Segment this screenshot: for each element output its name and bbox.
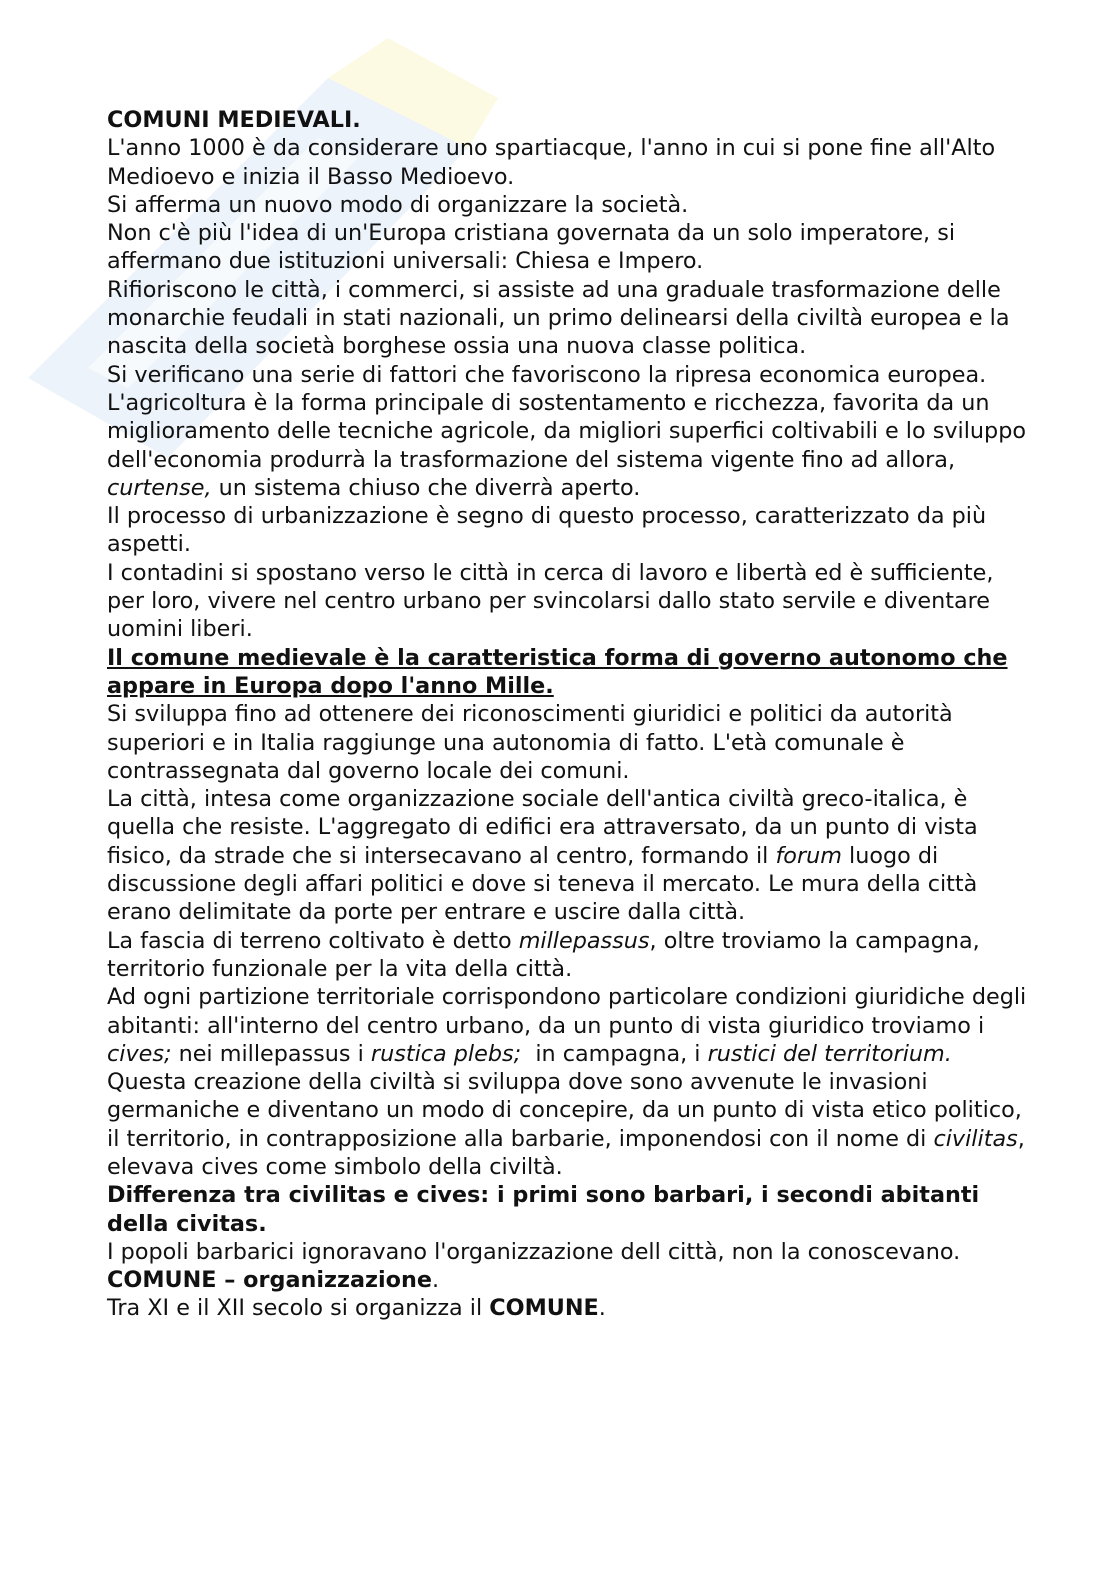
text-run: .	[598, 1295, 606, 1322]
text-run: La fascia di terreno coltivato è detto	[107, 927, 519, 954]
paragraph: Si sviluppa fino ad ottenere dei riconoscimenti giuridici e politici da autorità superiori e in Italia raggiunge una autonomia di fatto. L'età comunale è contrassegnata dal governo locale dei comuni.	[107, 701, 953, 784]
paragraph	[107, 1068, 1027, 1181]
italic-term: rustici del territorium.	[707, 1040, 952, 1067]
italic-term: cives;	[107, 1040, 172, 1067]
italic-term: civilitas	[933, 1125, 1018, 1152]
text-run: .	[431, 1267, 440, 1294]
paragraph: L'anno 1000 è da considerare uno spartiacque, l'anno in cui si pone fine all'Alto Medioevo e inizia il Basso Medioevo.	[107, 135, 996, 190]
italic-term: forum	[775, 842, 842, 869]
paragraph: I popoli barbarici ignoravano l'organizzazione dell città, non la conoscevano.	[107, 1238, 961, 1265]
paragraph	[107, 983, 1027, 1068]
paragraph: Rifioriscono le città, i commerci, si assiste ad una graduale trasformazione delle monarchie feudali in stati nazionali, un primo delinearsi della civiltà europea e la nascita della società borghese ossia una nuova classe politica.	[107, 276, 1010, 360]
text-run: La città, intesa come organizzazione sociale dell'antica civiltà greco-italica, è quella che resiste. L'aggregato di edifici era attraversato, da un punto di vista fisico, da strade che si intersecavano al centro, formando il	[107, 786, 978, 869]
text-run: Si verificano una serie di fattori che favoriscono la ripresa economica europea. L'agricoltura è la forma principale di sostentamento e ricchezza, favorita da un miglioramento delle tecniche agricole, da migliori superfici coltivabili e lo sviluppo dell'economia produrrà la trasformazione del sistema vigente fino ad allora,	[107, 361, 1026, 473]
paragraph	[107, 785, 1027, 926]
text-run: Questa creazione della civiltà si sviluppa dove sono avvenute le invasioni germaniche e diventano un modo di concepire, da un punto di vista etico politico, il territorio, in contrapposizione alla barbarie, imponendosi con il nome di	[107, 1069, 1022, 1152]
paragraph: Si afferma un nuovo modo di organizzare la società.	[107, 191, 689, 218]
document-body	[107, 106, 1027, 1323]
text-run: luogo di discussione degli affari politici e dove si teneva il mercato. Le mura della città erano delimitate da porte per entrare e uscire dalla città.	[107, 842, 978, 926]
text-run: Tra XI e il XII secolo si organizza il	[107, 1295, 490, 1322]
section-heading	[107, 1266, 1027, 1294]
document-title: COMUNI MEDIEVALI.	[107, 107, 361, 133]
text-run: nei millepassus i	[171, 1040, 371, 1067]
text-run: , oltre troviamo la campagna, territorio funzionale per la vita della città.	[107, 927, 980, 982]
bold-statement: Differenza tra civilitas e cives: i primi sono barbari, i secondi abitanti della civitas.	[107, 1182, 980, 1237]
heading-text: COMUNE – organizzazione	[107, 1267, 432, 1294]
paragraph	[107, 927, 1027, 984]
italic-term: curtense,	[107, 474, 212, 501]
text-run: , elevava cives come simbolo della civiltà.	[107, 1125, 1025, 1180]
text-run: un sistema chiuso che diverrà aperto.	[211, 474, 641, 501]
italic-term: millepassus	[518, 927, 650, 954]
bold-term: COMUNE	[489, 1295, 599, 1322]
paragraph: Non c'è più l'idea di un'Europa cristiana governata da un solo imperatore, si affermano due istituzioni universali: Chiesa e Impero.	[107, 220, 956, 275]
paragraph: I contadini si spostano verso le città in cerca di lavoro e libertà ed è sufficiente, per loro, vivere nel centro urbano per svincolarsi dallo stato servile e diventare uomini liberi.	[107, 559, 994, 643]
text-run: in campagna, i	[521, 1040, 708, 1067]
paragraph: Il processo di urbanizzazione è segno di questo processo, caratterizzato da più aspetti.	[107, 503, 987, 558]
paragraph	[107, 1294, 1027, 1322]
section-heading: Il comune medievale è la caratteristica forma di governo autonomo che appare in Europa dopo l'anno Mille.	[107, 644, 1008, 699]
italic-term: rustica plebs;	[370, 1040, 522, 1067]
text-run: Ad ogni partizione territoriale corrispondono particolare condizioni giuridiche degli abitanti: all'interno del centro urbano, da un punto di vista giuridico troviamo i	[107, 984, 1027, 1039]
paragraph	[107, 361, 1027, 502]
